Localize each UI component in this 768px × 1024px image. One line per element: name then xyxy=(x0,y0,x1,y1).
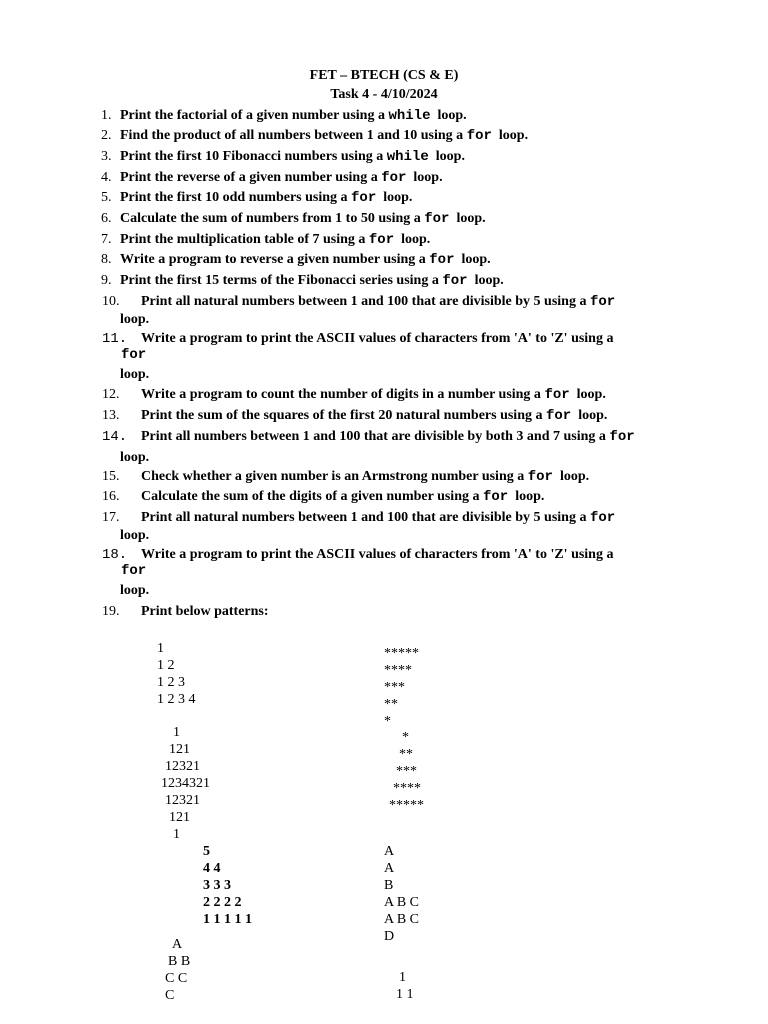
task-text: Find the product of all numbers between 1 and 10 using a for loop. xyxy=(120,128,529,144)
task-number: 19. xyxy=(102,604,120,619)
loop-keyword: for xyxy=(381,170,407,186)
pattern-line: 1 2 3 4 xyxy=(157,692,196,707)
pattern-line: 3 3 3 xyxy=(203,878,231,893)
pattern-line: *** xyxy=(396,764,417,779)
task-number: 9. xyxy=(101,273,112,288)
pattern-line: A xyxy=(384,861,395,876)
task-text: Print the reverse of a given number using a for loop. xyxy=(120,170,443,186)
loop-keyword: while xyxy=(386,149,429,165)
pattern-line: 12321 xyxy=(165,793,200,808)
task-text-continued: loop. xyxy=(120,583,150,598)
loop-keyword: for xyxy=(527,469,553,485)
task-number: 14. xyxy=(102,429,128,445)
loop-keyword: for xyxy=(442,273,468,289)
pattern-line: 121 xyxy=(169,742,190,757)
pattern-line: 5 xyxy=(203,844,210,859)
task-text: Print the sum of the squares of the first 20 natural numbers using a for loop. xyxy=(141,408,608,424)
pattern-line: * xyxy=(402,730,409,745)
pattern-line: 1234321 xyxy=(161,776,210,791)
loop-keyword: for xyxy=(609,429,635,445)
pattern-line: **** xyxy=(384,663,412,678)
task-number: 6. xyxy=(101,211,112,226)
loop-keyword: while xyxy=(388,108,431,124)
pattern-line: 2 2 2 2 xyxy=(203,895,242,910)
pattern-line: *** xyxy=(384,680,405,695)
loop-keyword: for xyxy=(368,232,395,248)
loop-keyword: for xyxy=(424,211,450,227)
task-text: Print below patterns: xyxy=(141,604,269,619)
pattern-line: 1 1 1 1 1 xyxy=(203,912,252,927)
task-text: Calculate the sum of the digits of a given number using a for loop. xyxy=(141,489,545,505)
pattern-line: ** xyxy=(384,697,398,712)
task-number: 2. xyxy=(101,128,112,143)
pattern-line: 121 xyxy=(169,810,190,825)
task-number: 1. xyxy=(101,108,112,123)
pattern-line: **** xyxy=(393,781,421,796)
loop-keyword: for xyxy=(544,387,570,403)
task-text: Print the first 15 terms of the Fibonacci series using a for loop. xyxy=(120,273,504,289)
pattern-line: 1 2 xyxy=(157,658,175,673)
task-text: Print the first 10 Fibonacci numbers using a while loop. xyxy=(120,149,465,165)
task-text: Print the multiplication table of 7 using a for loop. xyxy=(120,232,431,248)
pattern-line: 1 xyxy=(157,641,164,656)
pattern-line: ** xyxy=(399,747,413,762)
task-text: Calculate the sum of numbers from 1 to 50 using a for loop. xyxy=(120,211,486,227)
task-number: 16. xyxy=(102,489,120,504)
task-number: 18. xyxy=(102,547,128,563)
pattern-line: * xyxy=(384,714,391,729)
task-number: 13. xyxy=(102,408,120,423)
pattern-line: D xyxy=(384,929,395,944)
task-number: 17. xyxy=(102,510,120,525)
loop-keyword: for xyxy=(121,563,147,579)
task-text-continued: loop. xyxy=(120,528,150,543)
task-text: Write a program to print the ASCII values of characters from 'A' to 'Z' using a xyxy=(141,331,614,346)
loop-keyword: for xyxy=(589,294,616,310)
pattern-line: ***** xyxy=(389,798,424,813)
loop-keyword: for xyxy=(351,190,377,206)
loop-keyword: for xyxy=(121,347,147,363)
task-number: 3. xyxy=(101,149,112,164)
pattern-line: C C xyxy=(165,971,188,986)
task-number: 7. xyxy=(101,232,112,247)
pattern-line: A xyxy=(384,844,395,859)
task-text: Write a program to count the number of digits in a number using a for loop. xyxy=(141,387,606,403)
task-text: Print the factorial of a given number using a while loop. xyxy=(120,108,467,124)
pattern-line: C xyxy=(165,988,175,1003)
pattern-line: B xyxy=(384,878,394,893)
task-text: Write a program to print the ASCII values of characters from 'A' to 'Z' using a xyxy=(141,547,614,562)
task-text-continued: loop. xyxy=(120,367,150,382)
pattern-line: A xyxy=(172,937,183,952)
task-text: Print all natural numbers between 1 and 100 that are divisible by 5 using a for xyxy=(141,510,616,526)
pattern-line: 1 xyxy=(399,970,406,985)
task-number: 5. xyxy=(101,190,112,205)
loop-keyword: for xyxy=(429,252,455,268)
loop-keyword: for xyxy=(589,510,616,526)
task-text: Print all numbers between 1 and 100 that are divisible by both 3 and 7 using a for xyxy=(141,429,635,445)
task-text: Check whether a given number is an Armstrong number using a for loop. xyxy=(141,469,590,485)
task-text-continued: loop. xyxy=(120,450,150,465)
loop-keyword: for xyxy=(482,489,509,505)
task-text: Print all natural numbers between 1 and 100 that are divisible by 5 using a for xyxy=(141,294,616,310)
task-number: 10. xyxy=(102,294,120,309)
pattern-line: 1 2 3 xyxy=(157,675,185,690)
task-number: 12. xyxy=(102,387,120,402)
task-text: Write a program to reverse a given number using a for loop. xyxy=(120,252,491,268)
pattern-line: A B C xyxy=(384,912,420,927)
pattern-line: 1 xyxy=(173,725,180,740)
task-number: 15. xyxy=(102,469,120,484)
document-title: FET – BTECH (CS & E) xyxy=(309,68,459,83)
pattern-line: A B C xyxy=(384,895,420,910)
task-number: 8. xyxy=(101,252,112,267)
task-subtitle: Task 4 - 4/10/2024 xyxy=(330,87,438,102)
pattern-line: 1 xyxy=(173,827,180,842)
task-number: 11. xyxy=(102,331,128,347)
task-text: Print the first 10 odd numbers using a for loop. xyxy=(120,190,413,206)
pattern-line: 1 1 xyxy=(396,987,414,1002)
pattern-line: B B xyxy=(168,954,191,969)
pattern-line: ***** xyxy=(384,646,419,661)
pattern-line: 12321 xyxy=(165,759,200,774)
loop-keyword: for xyxy=(545,408,572,424)
pattern-line: 4 4 xyxy=(203,861,221,876)
loop-keyword: for xyxy=(466,128,492,144)
task-text-continued: loop. xyxy=(120,312,150,327)
task-number: 4. xyxy=(101,170,112,185)
